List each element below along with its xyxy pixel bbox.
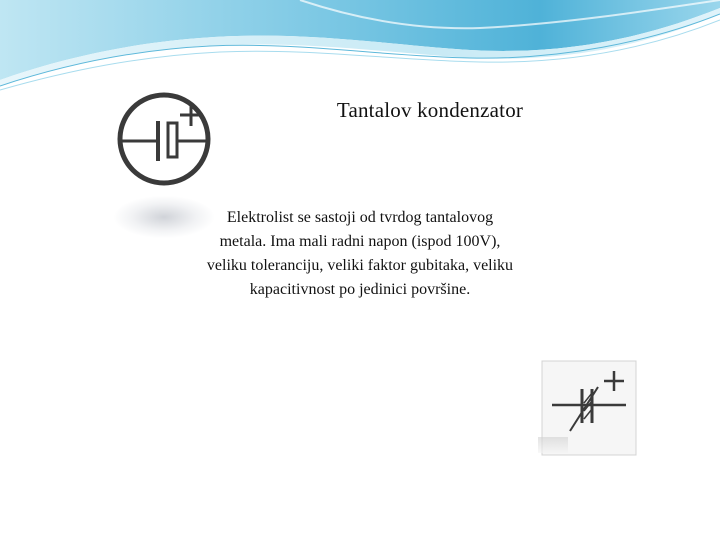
tantalum-capacitor-symbol-icon <box>110 87 222 199</box>
slide-title: Tantalov kondenzator <box>336 98 524 122</box>
variable-capacitor-symbol-icon <box>538 357 638 457</box>
header-wave-decoration <box>0 0 720 95</box>
slide-body-text: Elektrolist se sastoji od tvrdog tantalovog metala. Ima mali radni napon (ispod 100V), veliku toleranciju, veliki faktor gubitaka, veliku kapacitivnost po jedinici površine. <box>206 209 514 298</box>
